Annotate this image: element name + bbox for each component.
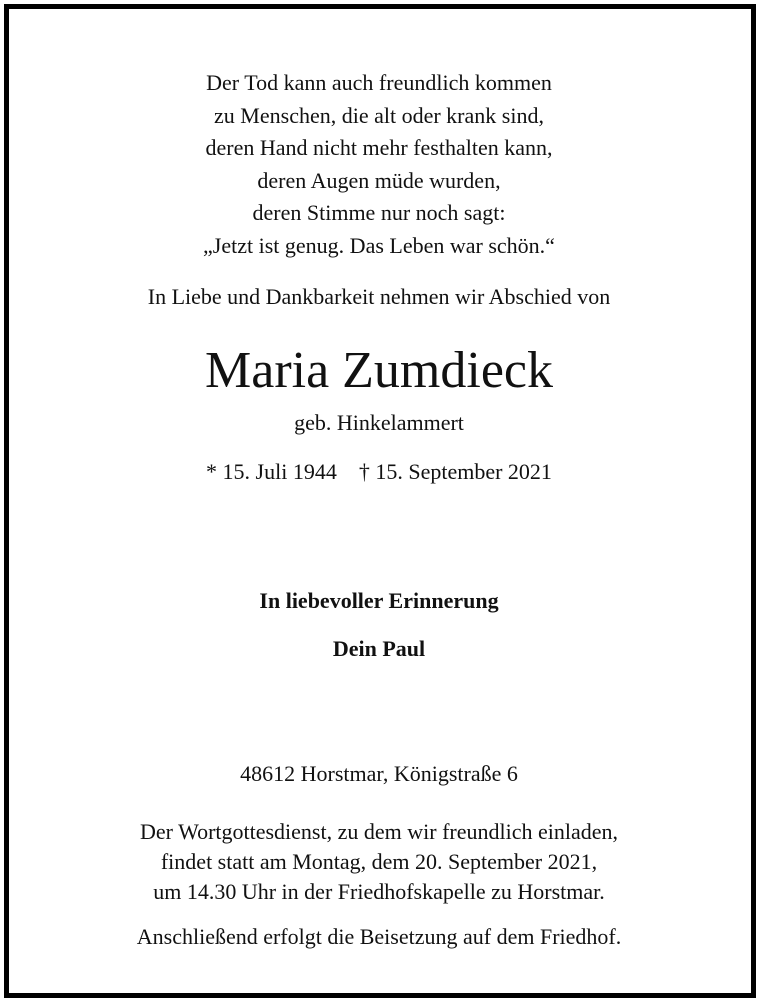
birth-date: * 15. Juli 1944	[206, 459, 337, 484]
deceased-name: Maria Zumdieck	[205, 342, 553, 399]
service-line: findet statt am Montag, dem 20. September 2021,	[160, 849, 598, 874]
service-info	[0, 817, 758, 907]
service-line: um 14.30 Uhr in der Friedhofskapelle zu Horstmar.	[153, 879, 605, 904]
death-date: † 15. September 2021	[358, 459, 552, 484]
memory-line: In liebevoller Erinnerung	[259, 588, 499, 613]
birth-name: geb. Hinkelammert	[294, 410, 464, 435]
poem-line: deren Stimme nur noch sagt:	[252, 200, 506, 225]
poem-line: „Jetzt ist genug. Das Leben war schön.“	[203, 232, 555, 258]
poem-line: Der Tod kann auch freundlich kommen	[206, 70, 552, 95]
signer: Dein Paul	[332, 636, 426, 661]
service-line: Der Wortgottesdienst, zu dem wir freundlich einladen,	[139, 819, 619, 844]
life-dates	[0, 457, 758, 487]
poem-line: zu Menschen, die alt oder krank sind,	[214, 102, 544, 128]
poem-line: deren Augen müde wurden,	[257, 167, 501, 193]
farewell-intro: In Liebe und Dankbarkeit nehmen wir Abschied von	[147, 284, 611, 309]
poem-line: deren Hand nicht mehr festhalten kann,	[205, 135, 553, 160]
poem	[0, 67, 758, 262]
burial-info: Anschließend erfolgt die Beisetzung auf dem Friedhof.	[136, 924, 622, 949]
address: 48612 Horstmar, Königstraße 6	[240, 761, 518, 786]
